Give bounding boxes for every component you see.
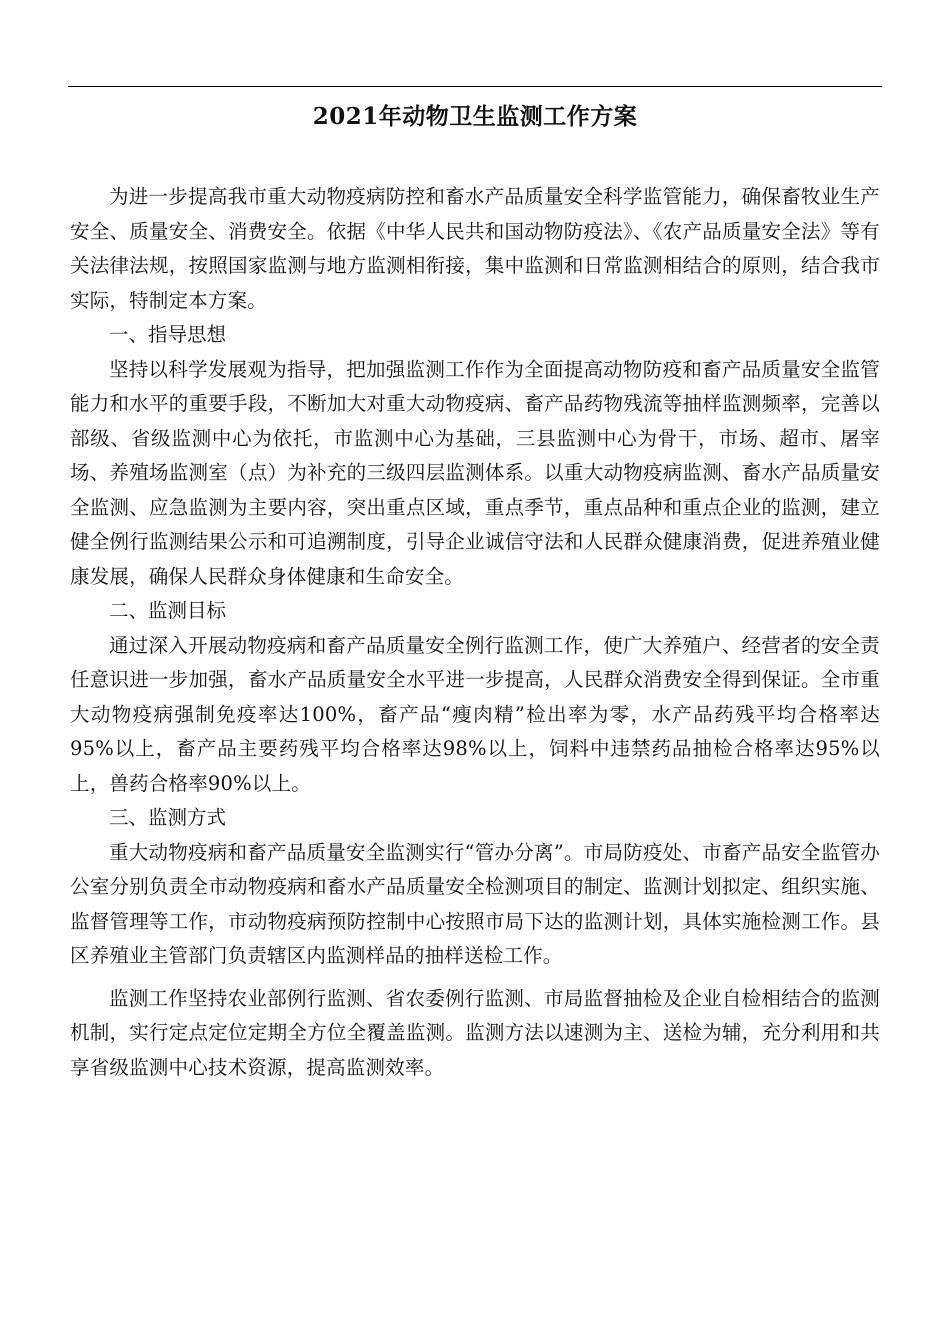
document-body [70, 180, 880, 1085]
guiding-ideology-paragraph: 坚持以科学发展观为指导，把加强监测工作作为全面提高动物防疫和畜产品质量安全监管能力和水平的重要手段，不断加大对重大动物疫病、畜产品药物残流等抽样监测频率，完善以部级、省级监测中心为依托，市监测中心为基础，三县监测中心为骨干，市场、超市、屠宰场、养殖场监测室（点）为补充的三级四层监测体系。以重大动物疫病监测、畜水产品质量安全监测、应急监测为主要内容，突出重点区域，重点季节，重点品种和重点企业的监测，建立健全例行监测结果公示和可追溯制度，引导企业诚信守法和人民群众健康消费，促进养殖业健康发展，确保人民群众身体健康和生命安全。 [70, 357, 880, 588]
intro-paragraph: 为进一步提高我市重大动物疫病防控和畜水产品质量安全科学监管能力，确保畜牧业生产安全、质量安全、消费安全。依据《中华人民共和国动物防疫法》、《农产品质量安全法》等有关法律法规，按照国家监测与地方监测相衔接，集中监测和日常监测相结合的原则，结合我市实际，特制定本方案。 [70, 185, 880, 312]
monitoring-mechanism-paragraph: 监测工作坚持农业部例行监测、省农委例行监测、市局监督抽检及企业自检相结合的监测机制，实行定点定位定期全方位全覆盖监测。监测方法以速测为主、送检为辅，充分利用和共享省级监测中心技术资源，提高监测效率。 [70, 986, 880, 1079]
monitoring-methods-paragraph: 重大动物疫病和畜产品质量安全监测实行“管办分离”。市局防疫处、市畜产品安全监管办公室分别负责全市动物疫病和畜水产品质量安全检测项目的制定、监测计划拟定、组织实施、监督管理等工作，市动物疫病预防控制中心按照市局下达的监测计划，具体实施检测工作。县区养殖业主管部门负责辖区内监测样品的抽样送检工作。 [70, 840, 880, 967]
section-heading-monitoring-goals: 二、监测目标 [109, 599, 227, 622]
section-heading-guiding-ideology: 一、指导思想 [109, 323, 227, 346]
section-heading-monitoring-methods: 三、监测方式 [109, 806, 227, 829]
header-rule [68, 86, 882, 87]
monitoring-goals-paragraph: 通过深入开展动物疫病和畜产品质量安全例行监测工作，使广大养殖户、经营者的安全责任意识进一步加强，畜水产品质量安全水平进一步提高，人民群众消费安全得到保证。全市重大动物疫病强制免疫率达100%，畜产品“瘦肉精”检出率为零，水产品药残平均合格率达95%以上，畜产品主要药残平均合格率达98%以上，饲料中违禁药品抽检合格率达95%以上，兽药合格率90%以上。 [70, 633, 880, 795]
document-title: 2021年动物卫生监测工作方案 [312, 103, 638, 130]
